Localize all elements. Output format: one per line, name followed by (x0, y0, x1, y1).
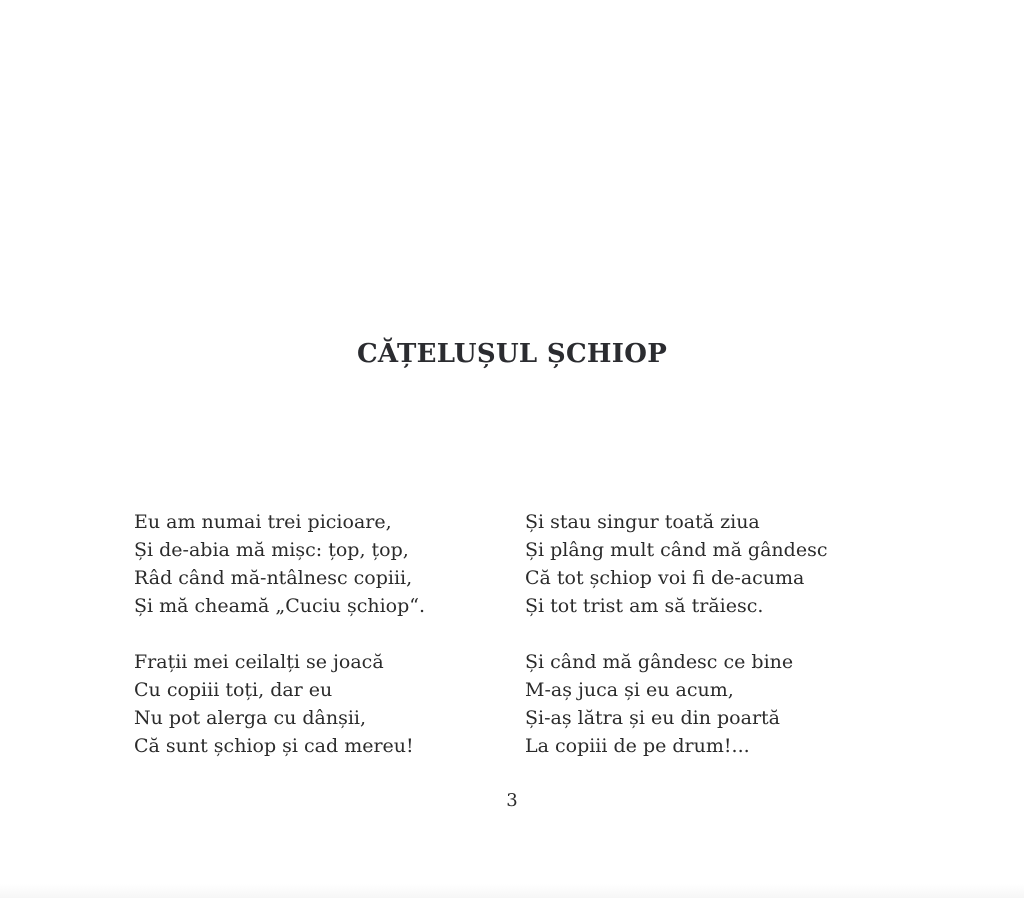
stanza (134, 648, 494, 760)
poem-line: La copiii de pe drum!... (525, 735, 750, 757)
poem-line: Și-aș lătra și eu din poartă (525, 707, 780, 729)
poem-column-left (134, 508, 494, 788)
poem-line: Și plâng mult când mă gândesc (525, 539, 828, 561)
stanza (525, 508, 885, 620)
poem-line: Că sunt șchiop și cad mereu! (134, 735, 414, 757)
poem-line: Frații mei ceilalți se joacă (134, 651, 384, 673)
stanza (134, 508, 494, 620)
poem-line: Și mă cheamă „Cuciu șchiop“. (134, 595, 426, 617)
poem-line: Că tot șchiop voi fi de-acuma (525, 567, 805, 589)
poem-line: Cu copiii toți, dar eu (134, 679, 333, 701)
poem-line: Și de-abia mă mișc: țop, țop, (134, 539, 409, 561)
poem-line: Eu am numai trei picioare, (134, 511, 392, 533)
poem-line: Și tot trist am să trăiesc. (525, 595, 764, 617)
poem-column-right (525, 508, 885, 788)
stanza (525, 648, 885, 760)
poem-line: Și stau singur toată ziua (525, 511, 760, 533)
poem-line: Și când mă gândesc ce bine (525, 651, 794, 673)
page-bottom-edge (0, 884, 1024, 898)
poem-line: M-aș juca și eu acum, (525, 679, 734, 701)
poem-line: Nu pot alerga cu dânșii, (134, 707, 367, 729)
page-number: 3 (506, 790, 518, 811)
poem-title: CĂȚELUȘUL ȘCHIOP (356, 339, 668, 369)
poem-line: Râd când mă-ntâlnesc copiii, (134, 567, 413, 589)
